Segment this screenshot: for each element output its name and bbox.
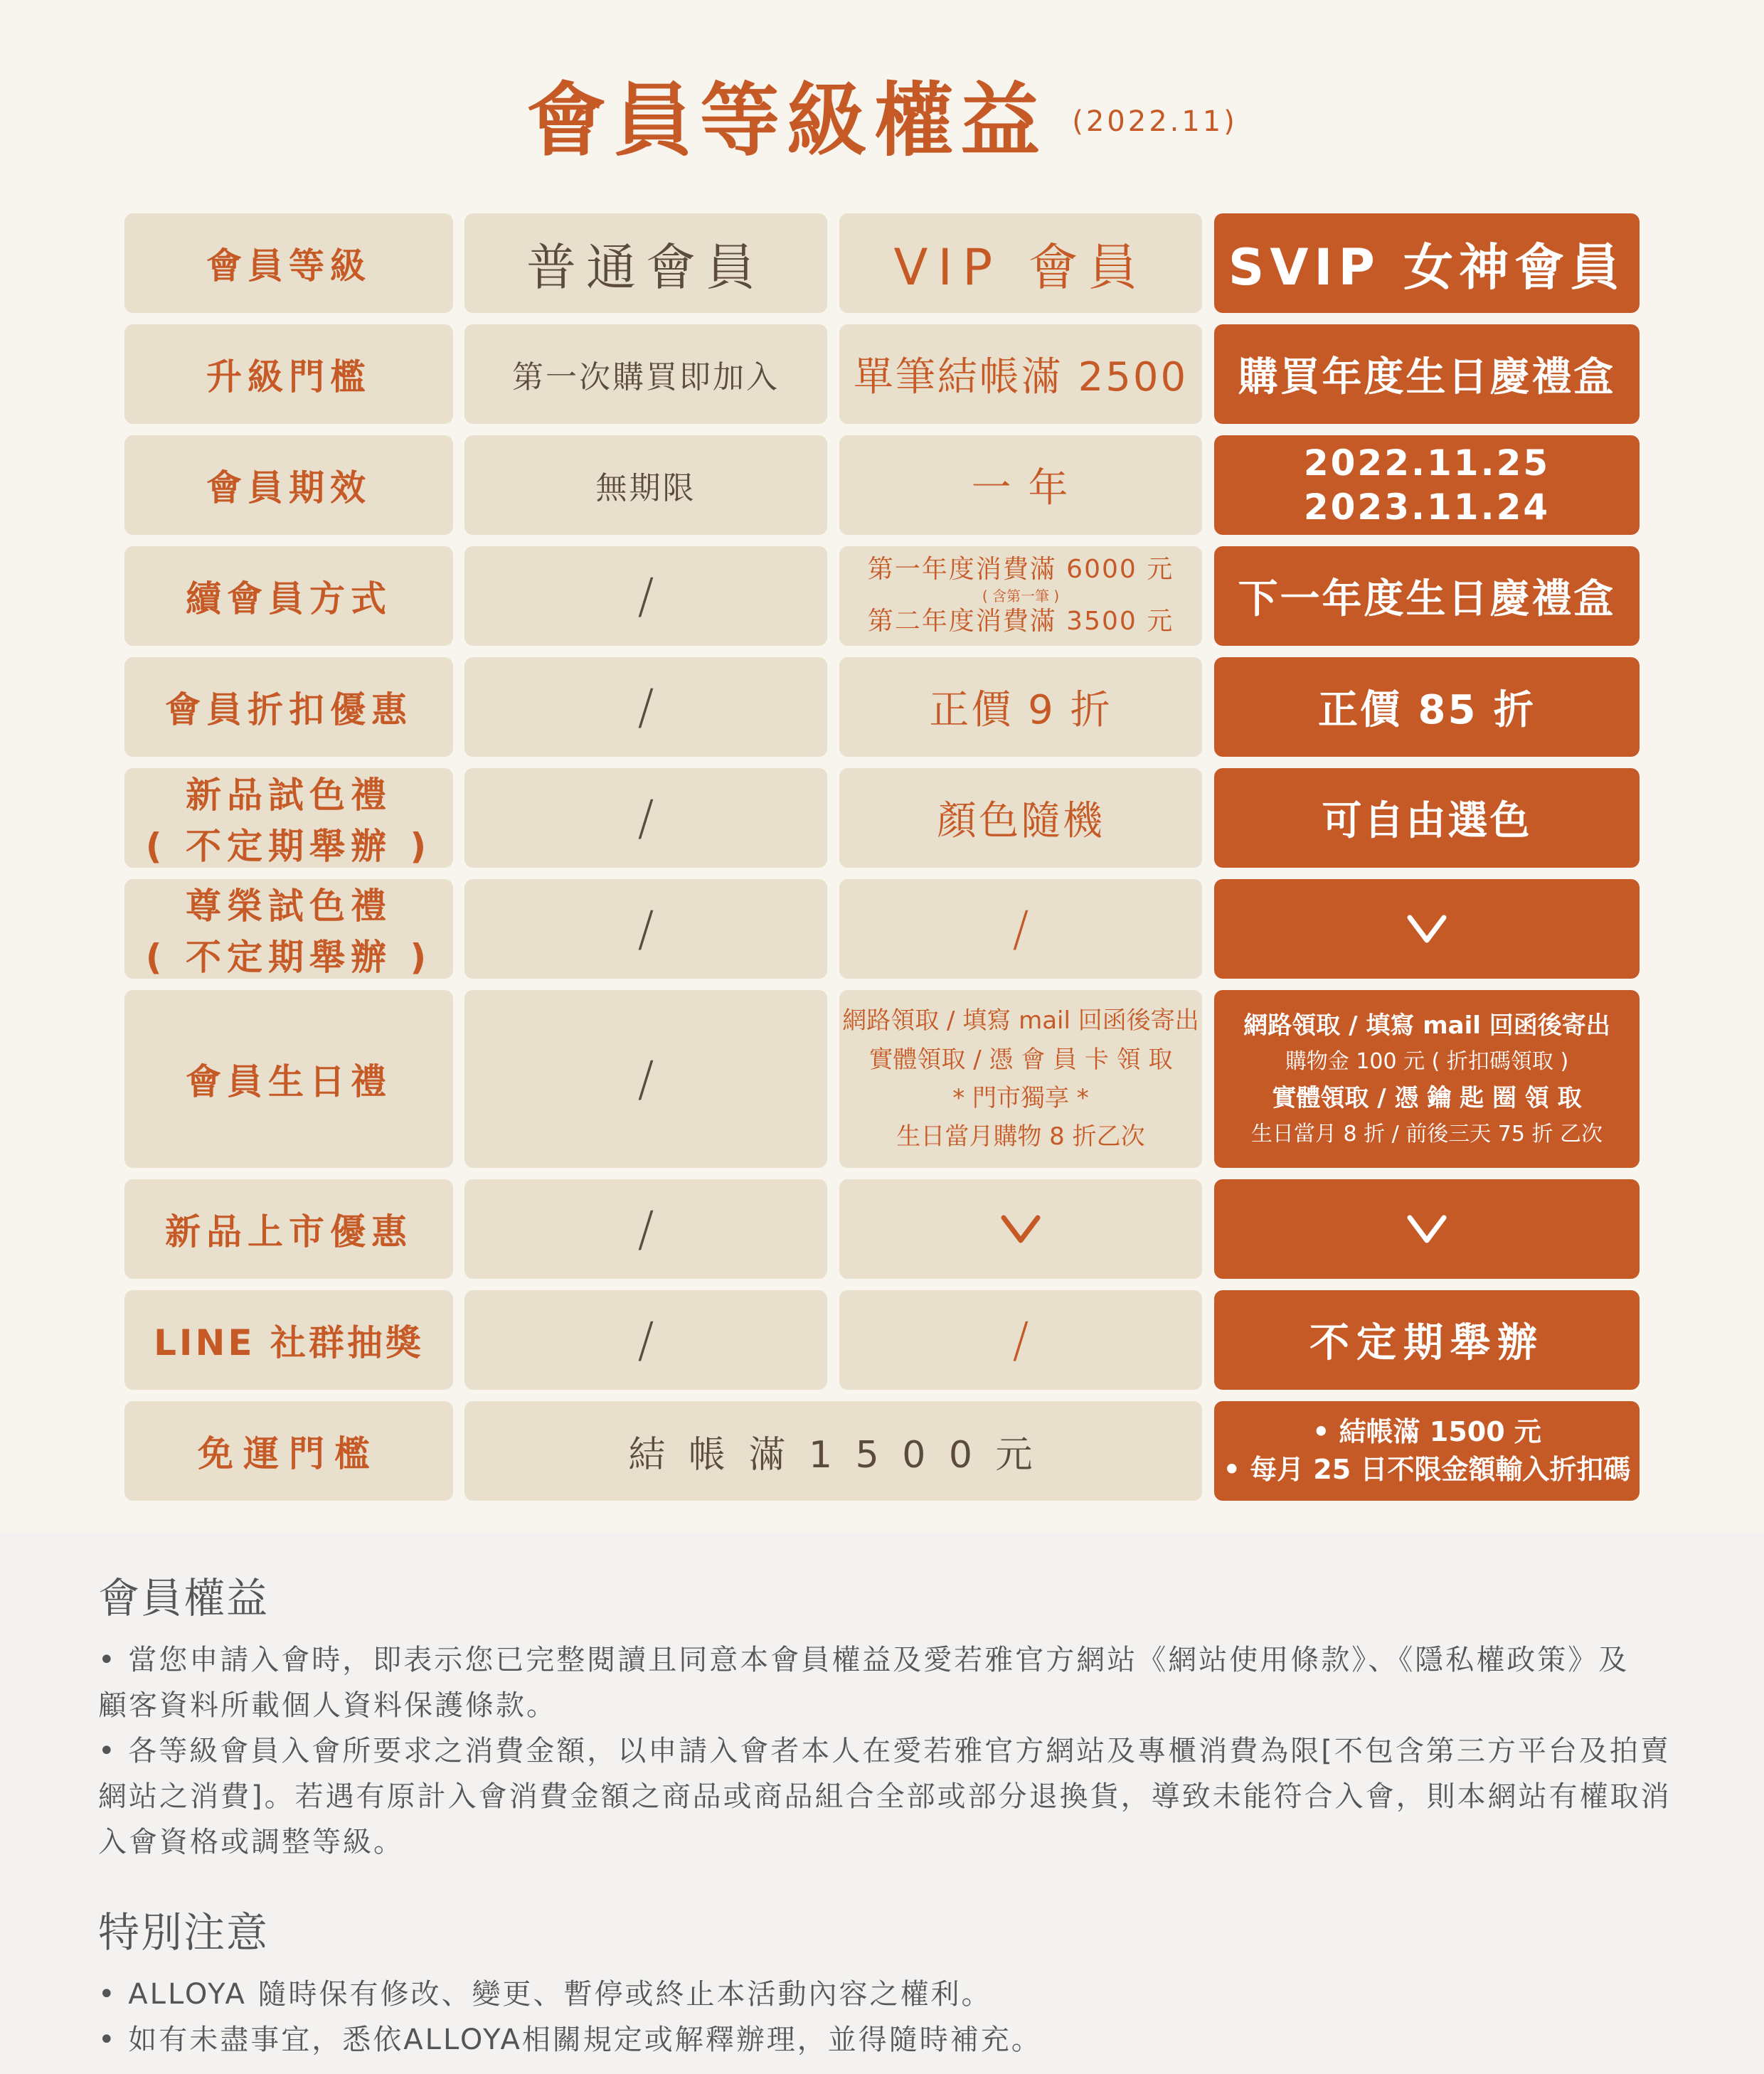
row-launch-label (124, 1179, 453, 1279)
row-shipping-svip (1214, 1401, 1640, 1501)
row-label: 新品試色禮 (186, 775, 392, 816)
benefits-list (98, 1637, 1677, 1865)
cell-slash: / (1012, 900, 1029, 957)
row-discount-normal (464, 657, 827, 757)
note-line: • ALLOYA 隨時保有修改、變更、暫停或終止本活動內容之權利。 (98, 1978, 992, 2011)
row-birthday-svip (1214, 990, 1640, 1168)
cell-text-line: * 門市獨享 * (952, 1084, 1089, 1112)
row-label: 免運門檻 (198, 1433, 380, 1474)
cell-text-line1: • 結帳滿 1500 元 (1312, 1415, 1541, 1447)
cell-text-line1: 2022.11.25 (1303, 442, 1551, 484)
row-birthday-vip (839, 990, 1202, 1168)
cell-slash: / (637, 789, 654, 846)
cell-slash: / (637, 900, 654, 957)
page-date: (2022.11) (1072, 105, 1238, 138)
row-renewal-svip (1214, 546, 1640, 646)
cell-text: 無期限 (595, 470, 696, 506)
notice-list (98, 1972, 1677, 2063)
cell-text-line: 購物金 100 元 ( 折扣碼領取 ) (1285, 1049, 1569, 1074)
cell-slash: / (637, 1051, 654, 1107)
row-label: 會員生日禮 (186, 1061, 392, 1102)
header-normal (464, 213, 827, 313)
row-discount-label (124, 657, 453, 757)
header-level-label: 會員等級 (206, 245, 371, 287)
header-normal-label: 普通會員 (526, 238, 765, 297)
terms-notes (98, 1565, 1677, 2063)
header-level (124, 213, 453, 313)
cell-text-line: 實體領取 / 憑 會 員 卡 領 取 (868, 1045, 1173, 1074)
cell-slash: / (637, 1312, 654, 1368)
row-label: 續會員方式 (186, 578, 392, 619)
row-label: 升級門檻 (206, 356, 371, 398)
row-upgrade-label (124, 324, 453, 424)
header-vip-label: VIP 會員 (893, 238, 1148, 297)
cell-slash: / (1012, 1312, 1029, 1368)
row-new-trial-vip (839, 768, 1202, 868)
check-icon (1406, 1213, 1448, 1245)
row-label: 會員折扣優惠 (165, 689, 413, 730)
row-label: LINE 社群抽獎 (154, 1322, 424, 1363)
cell-text: 單筆結帳滿 2500 (853, 354, 1189, 400)
cell-text: 可自由選色 (1322, 798, 1532, 844)
cell-text: 正價 9 折 (929, 687, 1112, 733)
cell-text: 一 年 (971, 465, 1070, 511)
section-title-benefits: 會員權益 (98, 1574, 270, 1622)
cell-note: ( 含第一筆 ) (982, 587, 1060, 605)
cell-text-line: 實體領取 / 憑 鑰 匙 圈 領 取 (1272, 1084, 1582, 1112)
row-line-normal (464, 1290, 827, 1390)
row-upgrade-normal (464, 324, 827, 424)
cell-slash: / (637, 568, 654, 624)
row-shipping-normal-vip (464, 1401, 1202, 1501)
cell-text-line: 網路領取 / 填寫 mail 回函後寄出 (1243, 1011, 1610, 1040)
row-launch-vip (839, 1179, 1202, 1279)
header-svip (1214, 213, 1640, 313)
header-vip (839, 213, 1202, 313)
row-discount-svip (1214, 657, 1640, 757)
row-discount-vip (839, 657, 1202, 757)
row-line-vip (839, 1290, 1202, 1390)
row-honor-trial-label (124, 879, 453, 979)
row-honor-trial-normal (464, 879, 827, 979)
row-shipping-label (124, 1401, 453, 1501)
row-sublabel: ( 不定期舉辦 ) (145, 826, 432, 867)
row-new-trial-label (124, 768, 453, 868)
row-new-trial-svip (1214, 768, 1640, 868)
check-icon (999, 1213, 1042, 1245)
cell-text-line: 網路領取 / 填寫 mail 回函後寄出 (842, 1006, 1199, 1036)
cell-text: 結 帳 滿 1 5 0 0 元 (628, 1433, 1038, 1477)
cell-text: 購買年度生日慶禮盒 (1238, 354, 1616, 400)
cell-text-line: 生日當月 8 折 / 前後三天 75 折 乙次 (1250, 1122, 1603, 1147)
note-line: 網站之消費]。若遇有原計入會消費金額之商品或商品組合全部或部分退換貨，導致未能符合入會，則本網站有權取消 (98, 1780, 1672, 1813)
row-line-label (124, 1290, 453, 1390)
note-line: • 如有未盡事宜，悉依ALLOYA相關規定或解釋辦理，並得隨時補充。 (98, 2024, 1042, 2056)
row-launch-normal (464, 1179, 827, 1279)
cell-text-line2: 2023.11.24 (1303, 486, 1551, 528)
row-validity-svip (1214, 435, 1640, 535)
cell-text-line: 生日當月購物 8 折乙次 (896, 1122, 1145, 1152)
row-label: 會員期效 (206, 467, 371, 509)
cell-text: 正價 85 折 (1318, 687, 1536, 733)
row-validity-vip (839, 435, 1202, 535)
page-title: 會員等級權益 (526, 75, 1048, 167)
note-line: • 當您申請入會時，即表示您已完整閱讀且同意本會員權益及愛若雅官方網站《網站使用條款》、《隱私權政策》及 (98, 1644, 1630, 1676)
page-header (0, 57, 1764, 171)
row-label: 新品上市優惠 (165, 1211, 413, 1253)
row-honor-trial-svip (1214, 879, 1640, 979)
row-honor-trial-vip (839, 879, 1202, 979)
cell-slash: / (637, 1201, 654, 1257)
row-line-svip (1214, 1290, 1640, 1390)
row-label: 尊榮試色禮 (186, 886, 392, 927)
cell-text: 不定期舉辦 (1309, 1320, 1544, 1366)
cell-slash: / (637, 679, 654, 735)
row-validity-label (124, 435, 453, 535)
row-new-trial-normal (464, 768, 827, 868)
note-line: • 各等級會員入會所要求之消費金額，以申請入會者本人在愛若雅官方網站及專櫃消費為限[不包含第三方平台及拍賣 (98, 1735, 1671, 1767)
row-renewal-normal (464, 546, 827, 646)
row-validity-normal (464, 435, 827, 535)
cell-text: 第一次購買即加入 (512, 359, 780, 395)
section-title-notice: 特別注意 (98, 1908, 270, 1957)
cell-text: 顏色隨機 (937, 798, 1105, 844)
header-svip-label: SVIP 女神會員 (1228, 238, 1626, 297)
row-upgrade-svip (1214, 324, 1640, 424)
cell-text: 下一年度生日慶禮盒 (1238, 576, 1616, 622)
row-sublabel: ( 不定期舉辦 ) (145, 937, 432, 978)
row-birthday-normal (464, 990, 827, 1168)
row-renewal-vip (839, 546, 1202, 646)
row-birthday-label (124, 990, 453, 1168)
row-upgrade-vip (839, 324, 1202, 424)
cell-text-line1: 第一年度消費滿 6000 元 (867, 555, 1174, 585)
note-line: 入會資格或調整等級。 (98, 1826, 404, 1858)
row-renewal-label (124, 546, 453, 646)
note-line: 顧客資料所載個人資料保護條款。 (98, 1689, 557, 1722)
row-launch-svip (1214, 1179, 1640, 1279)
cell-text-line2: 第二年度消費滿 3500 元 (867, 607, 1174, 636)
check-icon (1406, 913, 1448, 945)
cell-text-line2: • 每月 25 日不限金額輸入折扣碼 (1223, 1454, 1631, 1485)
